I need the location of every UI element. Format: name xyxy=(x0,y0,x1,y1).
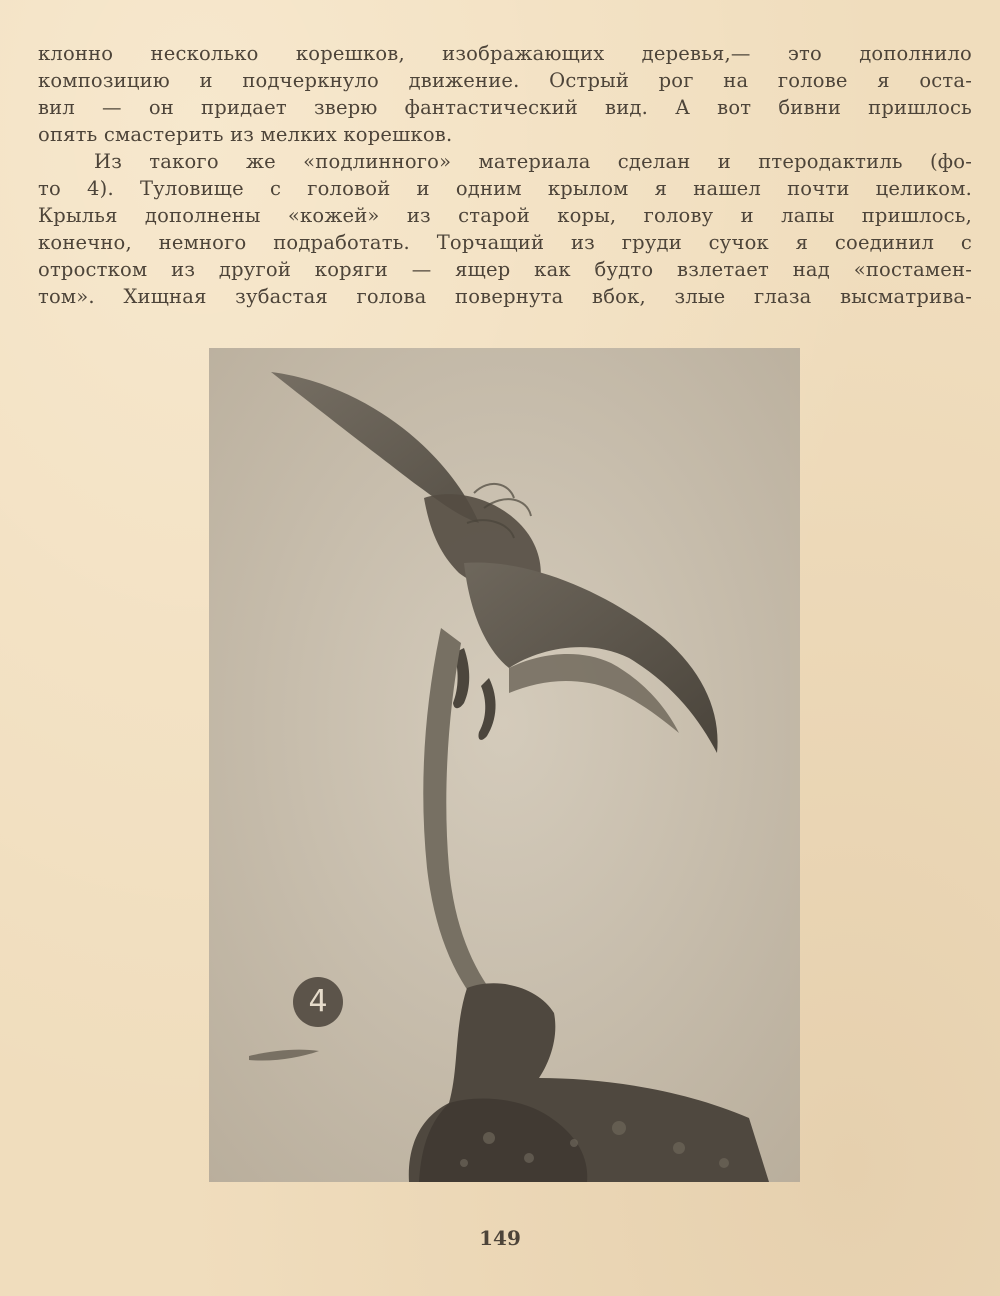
text-line: Крылья дополнены «кожей» из старой коры, голову и лапы пришлось, xyxy=(38,204,972,227)
photo-number-badge: 4 xyxy=(293,977,343,1027)
text-line: вил — он придает зверю фантастический вид. А вот бивни пришлось xyxy=(38,96,972,119)
text-line: то 4). Туловище с головой и одним крылом я нашел почти целиком. xyxy=(38,177,972,200)
text-line: конечно, немного подработать. Торчащий из груди сучок я соединил с xyxy=(38,231,972,254)
text-line: опять смастерить из мелких корешков. xyxy=(38,123,453,146)
pterodactyl-sculpture-photo xyxy=(209,348,800,1182)
text-line: клонно несколько корешков, изображающих деревья,— это дополнило xyxy=(38,42,972,65)
text-line: том». Хищная зубастая голова повернута вбок, злые глаза высматрива- xyxy=(38,285,972,308)
body-text xyxy=(38,40,972,310)
text-line: отростком из другой коряги — ящер как будто взлетает над «постамен- xyxy=(38,258,972,281)
text-line: композицию и подчеркнуло движение. Острый рог на голове я оста- xyxy=(38,69,972,92)
text-line: Из такого же «подлинного» материала сделан и птеродактиль (фо- xyxy=(94,150,972,173)
pterodactyl-sculpture-illustration xyxy=(209,348,800,1182)
page-number: 149 xyxy=(479,1226,521,1250)
